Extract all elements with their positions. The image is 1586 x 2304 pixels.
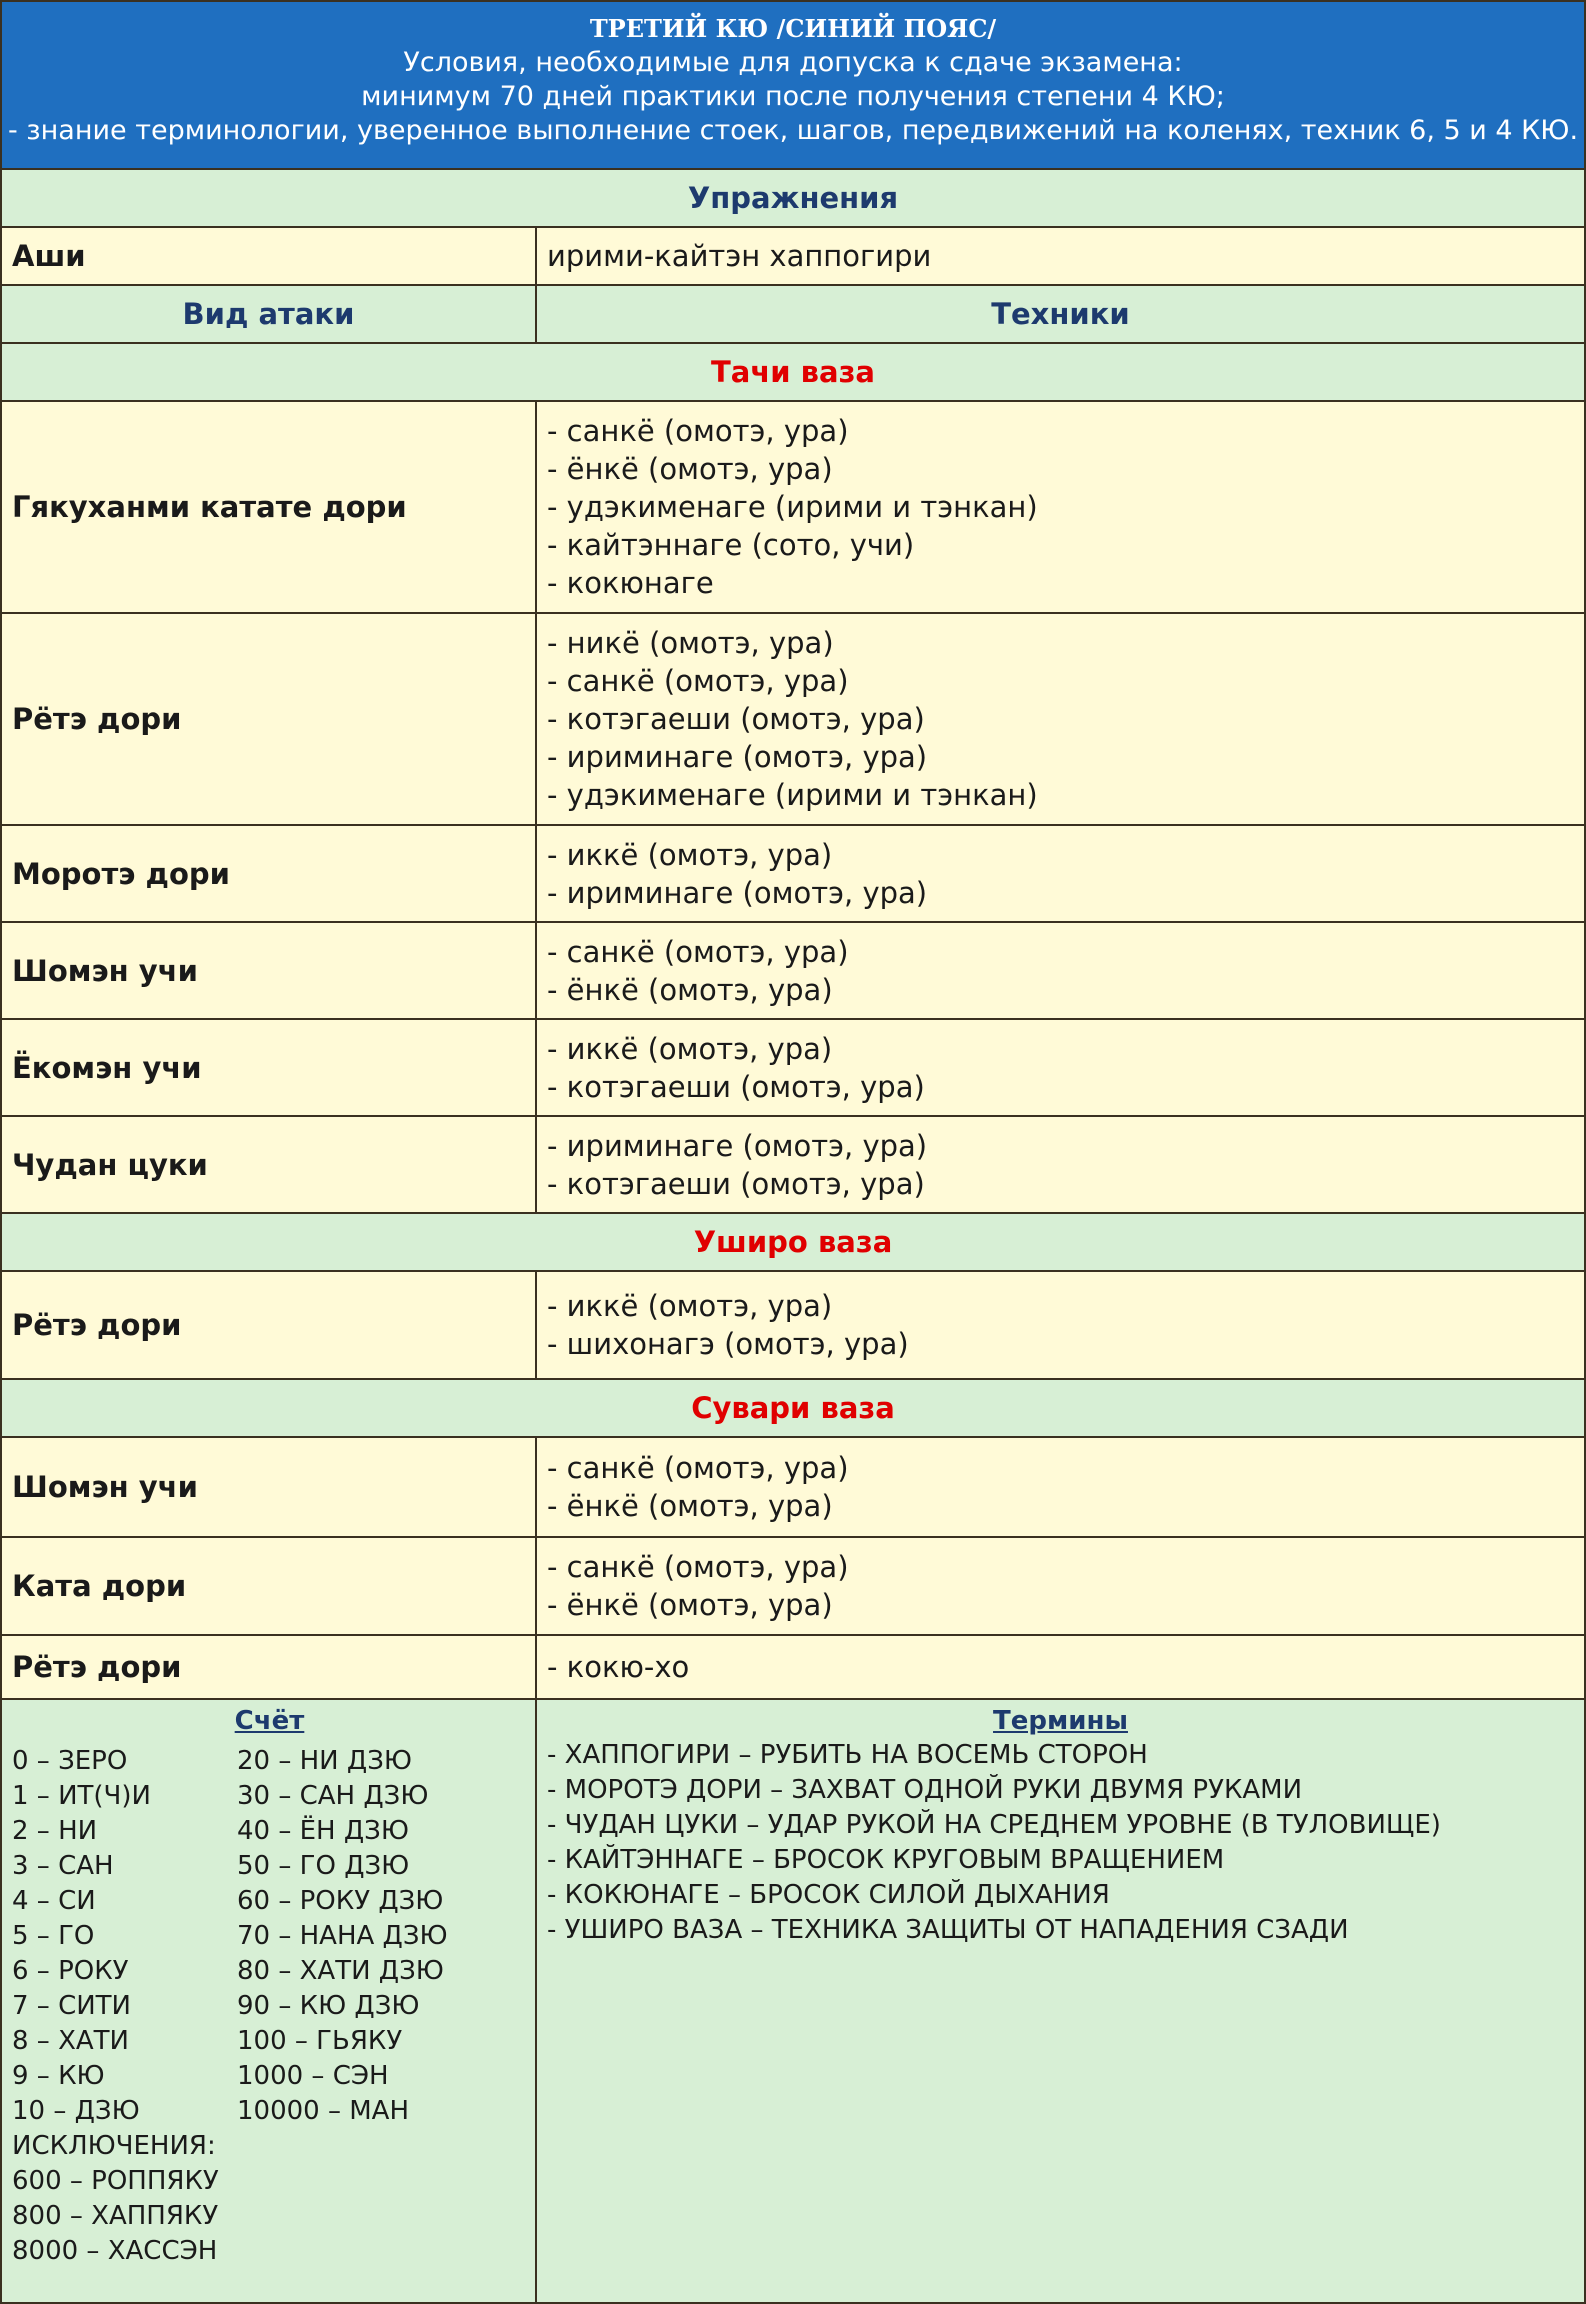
term-item: - ЧУДАН ЦУКИ – УДАР РУКОЙ НА СРЕДНЕМ УРОВНЕ (В ТУЛОВИЩЕ)	[547, 1810, 1441, 1840]
count-item: 30 – САН ДЗЮ	[237, 1781, 429, 1811]
techniques-cell	[537, 1020, 1584, 1115]
attack-cell: Шомэн учи	[2, 923, 537, 1018]
header-banner	[0, 0, 1586, 170]
count-item: 10000 – МАН	[237, 2096, 410, 2126]
table-row	[0, 402, 1586, 614]
count-item: 5 – ГО	[12, 1921, 95, 1951]
table-row	[0, 614, 1586, 826]
terms-list	[537, 1738, 1584, 1948]
terms-panel	[537, 1700, 1584, 2302]
section-title-text: Уширо ваза	[693, 1225, 893, 1259]
count-item: 40 – ЁН ДЗЮ	[237, 1816, 409, 1846]
term-item: - УШИРО ВАЗА – ТЕХНИКА ЗАЩИТЫ ОТ НАПАДЕНИЯ СЗАДИ	[547, 1915, 1349, 1945]
section-title-text: Тачи ваза	[710, 355, 876, 389]
table-row	[0, 1117, 1586, 1214]
technique-item: - котэгаеши (омотэ, ура)	[547, 1166, 925, 1201]
techniques-cell	[537, 1538, 1584, 1634]
term-item: - МОРОТЭ ДОРИ – ЗАХВАТ ОДНОЙ РУКИ ДВУМЯ РУКАМИ	[547, 1775, 1303, 1805]
count-item: 1000 – СЭН	[237, 2061, 389, 2091]
count-item: 100 – ГЬЯКУ	[237, 2026, 403, 2056]
attack-cell: Рётэ дори	[2, 614, 537, 824]
exercises-title-row	[0, 170, 1586, 228]
count-item: 50 – ГО ДЗЮ	[237, 1851, 410, 1881]
section-title-text: Сувари ваза	[691, 1391, 895, 1425]
count-item: 1 – ИТ(Ч)И	[12, 1781, 151, 1811]
count-item: 70 – НАНА ДЗЮ	[237, 1921, 448, 1951]
exercises-value-text: ирими-кайтэн хаппогири	[547, 239, 932, 273]
count-item: 0 – ЗЕРО	[12, 1746, 128, 1776]
exercises-label: Аши	[2, 228, 537, 284]
table-row	[0, 1538, 1586, 1636]
page-title: ТРЕТИЙ КЮ /СИНИЙ ПОЯС/	[589, 14, 997, 43]
exercises-value	[537, 228, 1584, 284]
attack-cell: Шомэн учи	[2, 1438, 537, 1536]
technique-item: - котэгаеши (омотэ, ура)	[547, 1069, 925, 1104]
attack-cell: Ёкомэн учи	[2, 1020, 537, 1115]
attack-cell: Моротэ дори	[2, 826, 537, 921]
column-header-techniques-text: Техники	[991, 297, 1130, 331]
techniques-cell	[537, 614, 1584, 824]
term-item: - ХАППОГИРИ – РУБИТЬ НА ВОСЕМЬ СТОРОН	[547, 1740, 1148, 1770]
table-row	[0, 923, 1586, 1020]
technique-item: - ириминаге (омотэ, ура)	[547, 875, 928, 910]
exceptions-label: ИСКЛЮЧЕНИЯ:	[12, 2131, 216, 2161]
exception-item: 8000 – ХАССЭН	[12, 2236, 218, 2266]
term-item: - КОКЮНАГЕ – БРОСОК СИЛОЙ ДЫХАНИЯ	[547, 1880, 1110, 1910]
counts-title: Счёт	[234, 1706, 305, 1736]
technique-item: - ёнкё (омотэ, ура)	[547, 972, 833, 1007]
technique-item: - удэкименаге (ирими и тэнкан)	[547, 778, 1038, 812]
count-item: 6 – РОКУ	[12, 1956, 129, 1986]
table-row	[0, 826, 1586, 923]
count-item: 4 – СИ	[12, 1886, 96, 1916]
header-line-3: - знание терминологии, уверенное выполнение стоек, шагов, передвижений на коленях, техник 6, 5 и 4 КЮ.	[7, 115, 1579, 146]
count-item: 2 – НИ	[12, 1816, 98, 1846]
techniques-cell	[537, 826, 1584, 921]
count-item: 80 – ХАТИ ДЗЮ	[237, 1956, 444, 1986]
attack-cell: Рётэ дори	[2, 1272, 537, 1378]
table-row	[0, 1272, 1586, 1380]
counts-right-column	[237, 1744, 527, 2129]
exercises-row	[0, 228, 1586, 286]
column-header-techniques	[537, 286, 1584, 342]
attack-cell: Чудан цуки	[2, 1117, 537, 1212]
table-row	[0, 1438, 1586, 1538]
terms-title: Термины	[993, 1706, 1128, 1736]
techniques-cell	[537, 1272, 1584, 1378]
techniques-cell	[537, 1438, 1584, 1536]
header-line-2: минимум 70 дней практики после получения степени 4 КЮ;	[361, 81, 1225, 112]
technique-item: - санкё (омотэ, ура)	[547, 1550, 849, 1584]
techniques-cell	[537, 402, 1584, 612]
techniques-cell	[537, 1636, 1584, 1698]
technique-item: - удэкименаге (ирими и тэнкан)	[547, 490, 1038, 524]
technique-item: - ёнкё (омотэ, ура)	[547, 452, 833, 486]
table-row	[0, 1636, 1586, 1700]
exceptions-list	[12, 2164, 242, 2269]
technique-item: - санкё (омотэ, ура)	[547, 1451, 849, 1485]
count-item: 90 – КЮ ДЗЮ	[237, 1991, 420, 2021]
technique-item: - иккё (омотэ, ура)	[547, 1031, 833, 1066]
column-header-row	[0, 286, 1586, 344]
section-title-suwari-waza	[0, 1380, 1586, 1438]
attack-cell: Гякуханми катате дори	[2, 402, 537, 612]
technique-item: - ёнкё (омотэ, ура)	[547, 1489, 833, 1523]
section-title-ushiro-waza	[0, 1214, 1586, 1272]
technique-item: - ириминаге (омотэ, ура)	[547, 740, 928, 774]
attack-cell: Ката дори	[2, 1538, 537, 1634]
techniques-cell	[537, 1117, 1584, 1212]
counts-left-column	[12, 1744, 242, 2129]
column-header-attack: Вид атаки	[2, 286, 537, 342]
technique-item: - санкё (омотэ, ура)	[547, 934, 849, 969]
count-item: 9 – КЮ	[12, 2061, 105, 2091]
count-item: 7 – СИТИ	[12, 1991, 132, 2021]
reference-section	[0, 1700, 1586, 2304]
count-item: 60 – РОКУ ДЗЮ	[237, 1886, 444, 1916]
table-row	[0, 1020, 1586, 1117]
exercises-title: Упражнения	[687, 181, 899, 215]
technique-item: - санкё (омотэ, ура)	[547, 664, 849, 698]
attack-cell: Рётэ дори	[2, 1636, 537, 1698]
technique-item: - никё (омотэ, ура)	[547, 626, 834, 660]
counts-panel	[2, 1700, 537, 2302]
technique-item: - иккё (омотэ, ура)	[547, 1289, 833, 1323]
exception-item: 800 – ХАППЯКУ	[12, 2201, 219, 2231]
technique-item: - ёнкё (омотэ, ура)	[547, 1588, 833, 1622]
technique-item: - ириминаге (омотэ, ура)	[547, 1128, 928, 1163]
technique-item: - котэгаеши (омотэ, ура)	[547, 702, 925, 736]
term-item: - КАЙТЭННАГЕ – БРОСОК КРУГОВЫМ ВРАЩЕНИЕМ	[547, 1845, 1225, 1875]
count-item: 20 – НИ ДЗЮ	[237, 1746, 412, 1776]
header-line-1: Условия, необходимые для допуска к сдаче экзамена:	[403, 47, 1183, 78]
count-item: 3 – САН	[12, 1851, 114, 1881]
technique-item: - кокю-хо	[547, 1650, 690, 1684]
count-item: 10 – ДЗЮ	[12, 2096, 140, 2126]
section-title-tachi-waza	[0, 344, 1586, 402]
technique-item: - иккё (омотэ, ура)	[547, 837, 833, 872]
techniques-cell	[537, 923, 1584, 1018]
technique-item: - шихонагэ (омотэ, ура)	[547, 1327, 909, 1361]
count-item: 8 – ХАТИ	[12, 2026, 129, 2056]
technique-item: - кайтэннаге (сото, учи)	[547, 528, 915, 562]
technique-item: - санкё (омотэ, ура)	[547, 414, 849, 448]
technique-item: - кокюнаге	[547, 566, 714, 600]
exception-item: 600 – РОППЯКУ	[12, 2166, 219, 2196]
